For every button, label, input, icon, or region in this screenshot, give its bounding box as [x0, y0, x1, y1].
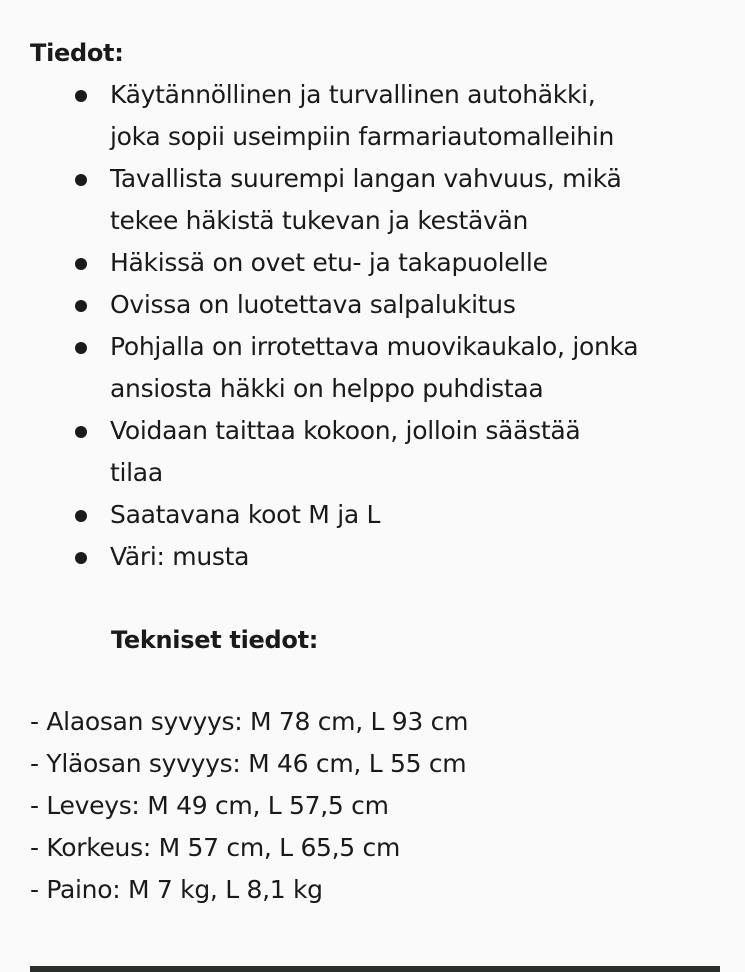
- feature-item: [30, 494, 730, 536]
- feature-line: Tavallista suurempi langan vahvuus, mikä: [110, 164, 622, 193]
- spec-item: - Paino: M 7 kg, L 8,1 kg: [30, 875, 323, 904]
- bullet-icon: [75, 258, 87, 270]
- product-details: [30, 32, 730, 911]
- spec-list: [30, 701, 730, 911]
- bottom-divider: [30, 966, 720, 972]
- tech-heading: Tekniset tiedot:: [111, 626, 319, 654]
- feature-line: tilaa: [110, 458, 163, 487]
- bullet-icon: [75, 342, 87, 354]
- bullet-icon: [75, 426, 87, 438]
- feature-item: [30, 284, 730, 326]
- spec-item: - Korkeus: M 57 cm, L 65,5 cm: [30, 833, 401, 862]
- feature-item: [30, 536, 730, 578]
- feature-item: [30, 242, 730, 284]
- feature-item: [30, 326, 730, 410]
- spec-item: - Yläosan syvyys: M 46 cm, L 55 cm: [30, 749, 467, 778]
- bullet-icon: [75, 510, 87, 522]
- bullet-icon: [75, 90, 87, 102]
- feature-line: ansiosta häkki on helppo puhdistaa: [110, 374, 544, 403]
- feature-line: Ovissa on luotettava salpalukitus: [110, 290, 516, 319]
- bullet-icon: [75, 552, 87, 564]
- feature-line: Voidaan taittaa kokoon, jolloin säästää: [110, 416, 581, 445]
- feature-item: [30, 410, 730, 494]
- details-heading: Tiedot:: [30, 39, 124, 67]
- feature-item: [30, 158, 730, 242]
- spec-item: - Alaosan syvyys: M 78 cm, L 93 cm: [30, 707, 469, 736]
- feature-line: Väri: musta: [110, 542, 250, 571]
- feature-line: Käytännöllinen ja turvallinen autohäkki,: [110, 80, 596, 109]
- feature-list: [30, 74, 730, 578]
- bullet-icon: [75, 174, 87, 186]
- feature-line: tekee häkistä tukevan ja kestävän: [110, 206, 529, 235]
- feature-item: [30, 74, 730, 158]
- spec-item: - Leveys: M 49 cm, L 57,5 cm: [30, 791, 389, 820]
- feature-line: Saatavana koot M ja L: [110, 500, 381, 529]
- bullet-icon: [75, 300, 87, 312]
- feature-line: joka sopii useimpiin farmariautomalleihin: [110, 122, 615, 151]
- feature-line: Pohjalla on irrotettava muovikaukalo, jonka: [110, 332, 639, 361]
- feature-line: Häkissä on ovet etu- ja takapuolelle: [110, 248, 548, 277]
